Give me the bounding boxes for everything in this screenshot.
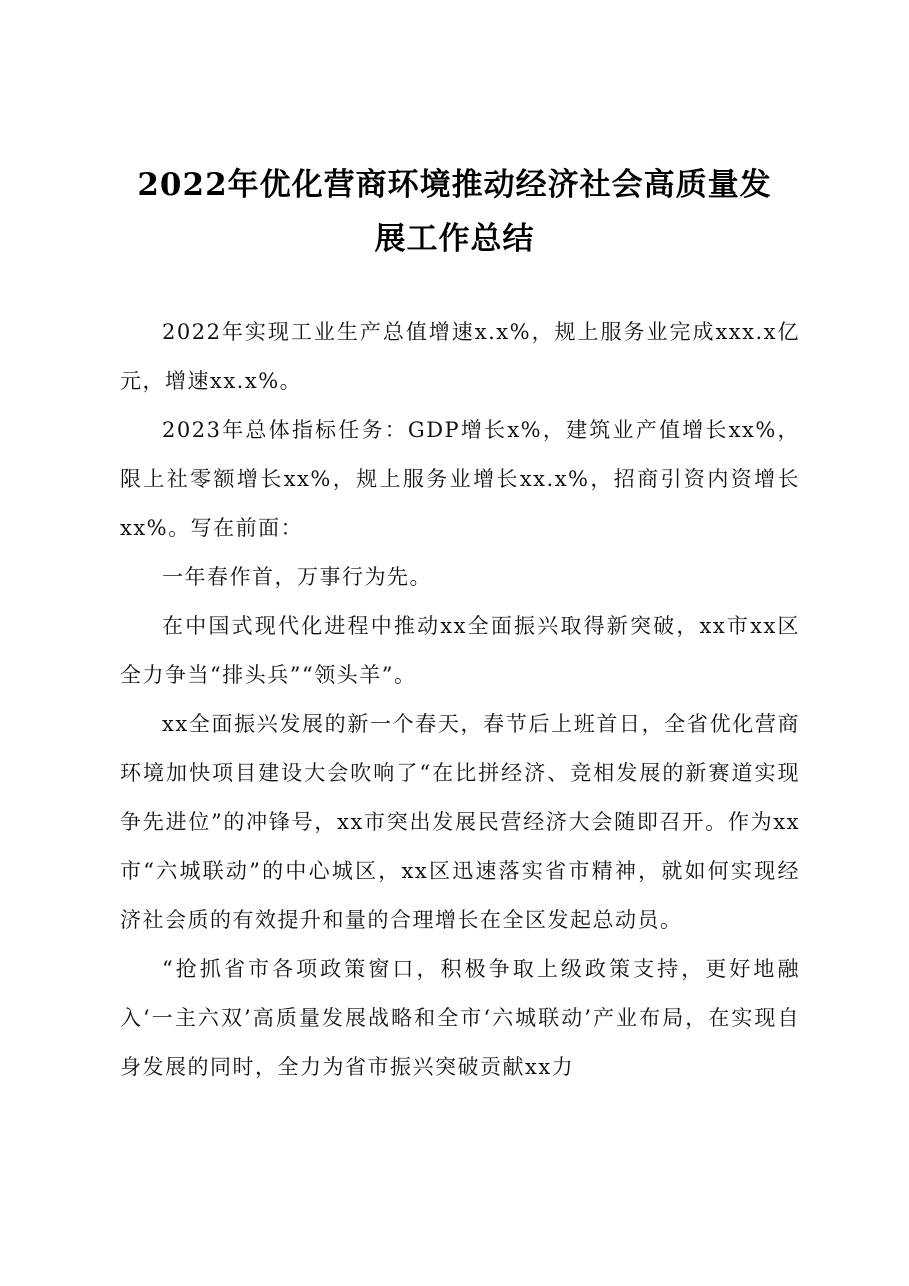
title-line-2: 展工作总结: [374, 221, 535, 257]
paragraph-1: 2022年实现工业生产总值增速x.x%，规上服务业完成xxx.x亿元，增速xx.x%。: [120, 320, 800, 393]
title-line-1: 2022年优化营商环境推动经济社会高质量发: [137, 167, 772, 203]
document-body: [120, 308, 800, 1092]
paragraph-3: 一年春作首，万事行为先。: [162, 565, 432, 589]
paragraph-2: 2023年总体指标任务：GDP增长x%，建筑业产值增长xx%，限上社零额增长xx%，规上服务业增长xx.x%，招商引资内资增长xx%。写在前面：: [120, 418, 800, 540]
paragraph-4: 在中国式现代化进程中推动xx全面振兴取得新突破，xx市xx区全力争当“排头兵”“领头羊”。: [120, 614, 800, 687]
document-title: [120, 158, 789, 266]
paragraph-6: “抢抓省市各项政策窗口，积极争取上级政策支持，更好地融入‘一主六双’高质量发展战略和全市‘六城联动’产业布局，在实现自身发展的同时，全力为省市振兴突破贡献xx力: [120, 957, 800, 1079]
paragraph-5: xx全面振兴发展的新一个春天，春节后上班首日，全省优化营商环境加快项目建设大会吹响了“在比拼经济、竞相发展的新赛道实现争先进位”的冲锋号，xx市突出发展民营经济大会随即召开。作为xx市“六城联动”的中心城区，xx区迅速落实省市精神，就如何实现经济社会质的有效提升和量的合理增长在全区发起总动员。: [120, 712, 800, 932]
